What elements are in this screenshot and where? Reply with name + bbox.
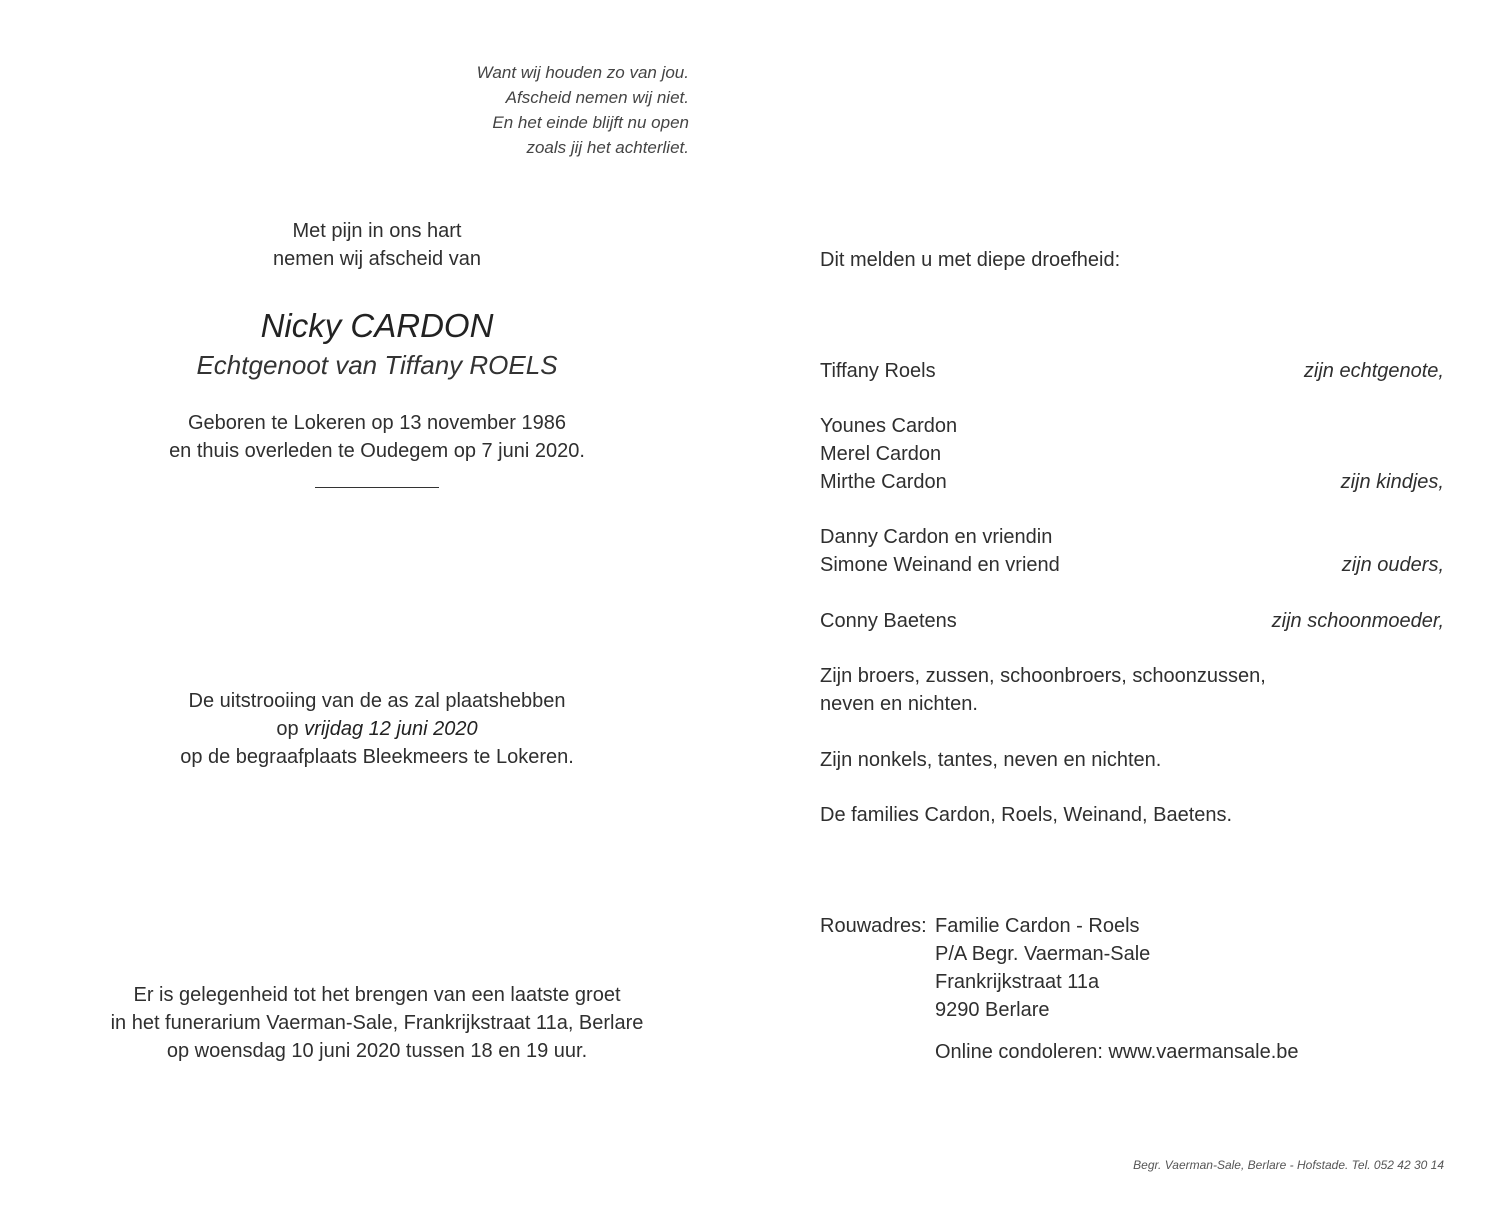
address-line: Frankrijkstraat 11a	[935, 971, 1100, 993]
siblings-line: neven en nichten.	[820, 693, 978, 715]
ceremony-date-line	[77, 715, 677, 743]
parent-name: Simone Weinand en vriend	[820, 554, 1060, 576]
ceremony-date: vrijdag 12 juni 2020	[304, 718, 478, 740]
family-relatives: Zijn nonkels, tantes, neven en nichten.	[820, 749, 1162, 771]
siblings-line: Zijn broers, zussen, schoonbroers, schoonzussen,	[820, 665, 1266, 687]
deceased-name: Nicky CARDON	[260, 307, 494, 344]
ceremony-info	[77, 687, 677, 771]
birth-line: Geboren te Lokeren op 13 november 1986	[187, 412, 567, 434]
child-name: Younes Cardon	[820, 415, 958, 437]
address-lines	[935, 912, 1150, 1024]
footer: Begr. Vaerman-Sale, Berlare - Hofstade. Tel. 052 42 30 14	[1133, 1158, 1444, 1172]
child-name: Merel Cardon	[820, 443, 942, 465]
life-dates	[77, 409, 677, 465]
parent-name: Danny Cardon en vriendin	[820, 526, 1053, 548]
intro-line: Met pijn in ons hart	[292, 220, 462, 242]
ceremony-line: op de begraafplaats Bleekmeers te Lokeren.	[180, 746, 574, 768]
visitation-line: op woensdag 10 juni 2020 tussen 18 en 19 uur.	[166, 1040, 588, 1062]
online-condolence: Online condoleren: www.vaermansale.be	[935, 1041, 1299, 1063]
divider	[315, 487, 439, 488]
poem-line: zoals jij het achterliet.	[526, 138, 689, 157]
family-spouse	[820, 357, 1444, 385]
family-relation: zijn ouders,	[1341, 554, 1444, 576]
family-relation: zijn echtgenote,	[1303, 360, 1444, 382]
family-name: Conny Baetens	[820, 610, 957, 632]
family-children	[820, 412, 1444, 496]
visitation-info	[77, 981, 677, 1065]
announcement: Dit melden u met diepe droefheid:	[820, 249, 1121, 271]
address-line: Familie Cardon - Roels	[935, 915, 1140, 937]
family-names: De families Cardon, Roels, Weinand, Baetens.	[820, 804, 1233, 826]
address-label: Rouwadres:	[820, 915, 927, 937]
poem-line: En het einde blijft nu open	[492, 113, 689, 132]
address-line: P/A Begr. Vaerman-Sale	[935, 943, 1151, 965]
spouse-line: Echtgenoot van Tiffany ROELS	[196, 350, 558, 380]
poem-line: Want wij houden zo van jou.	[476, 63, 689, 82]
address-line: 9290 Berlare	[935, 999, 1050, 1021]
poem	[289, 60, 689, 160]
intro-line: nemen wij afscheid van	[273, 248, 481, 270]
family-name: Tiffany Roels	[820, 360, 936, 382]
family-relation: zijn kindjes,	[1340, 471, 1444, 493]
poem-line: Afscheid nemen wij niet.	[505, 88, 689, 107]
visitation-line: Er is gelegenheid tot het brengen van een laatste groet	[133, 984, 621, 1006]
ceremony-prefix: op	[276, 718, 305, 740]
family-siblings	[820, 662, 1266, 718]
family-in-law	[820, 607, 1444, 635]
family-relation: zijn schoonmoeder,	[1271, 610, 1444, 632]
visitation-line: in het funerarium Vaerman-Sale, Frankrijkstraat 11a, Berlare	[110, 1012, 644, 1034]
family-parents	[820, 523, 1444, 579]
child-name: Mirthe Cardon	[820, 471, 947, 493]
death-line: en thuis overleden te Oudegem op 7 juni 2020.	[169, 440, 585, 462]
intro	[77, 217, 677, 273]
ceremony-line: De uitstrooiing van de as zal plaatshebben	[188, 690, 566, 712]
